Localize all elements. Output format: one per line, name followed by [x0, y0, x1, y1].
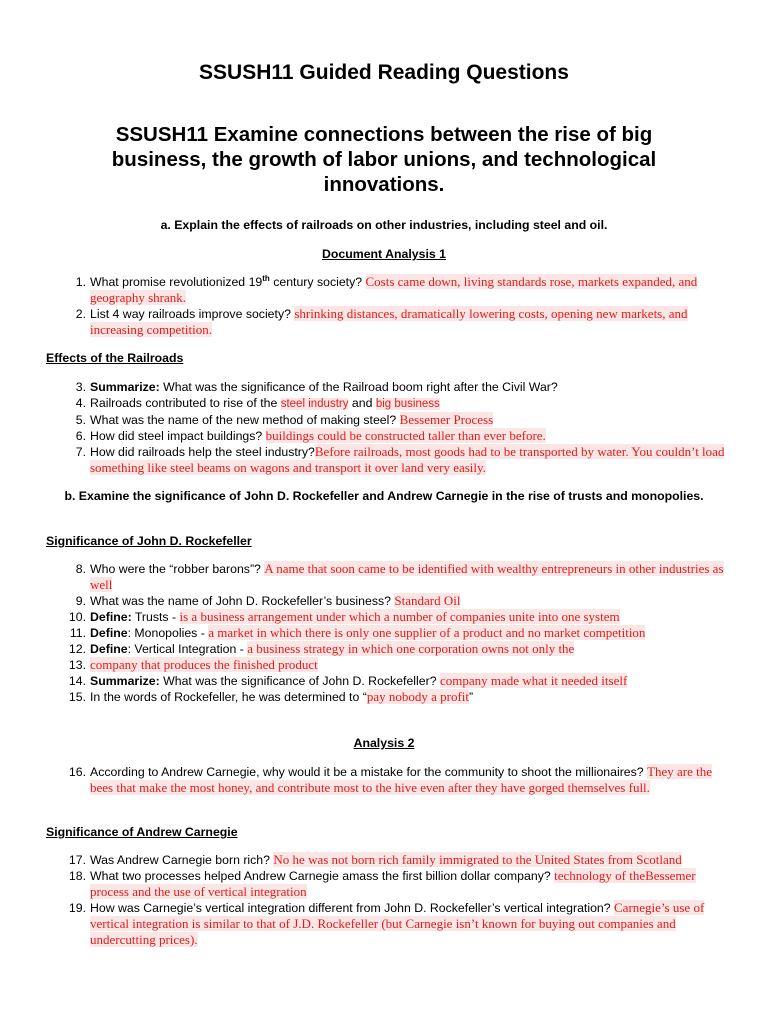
- answer-text: No he was not born rich family immigrated to the United States from Scotland: [273, 852, 682, 867]
- question-list-carnegie: [46, 852, 726, 948]
- answer-text: technology of theBessemer process and the use of vertical integration: [90, 868, 696, 899]
- list-item: 9. What was the name of John D. Rockefeller’s business? Standard Oil: [75, 593, 461, 608]
- answer-text: big business: [375, 398, 440, 410]
- document-analysis-1-title: Document Analysis 1: [322, 247, 446, 261]
- answer-text: Carnegie’s use of vertical integration is similar to that of J.D. Rockefeller (but Carnegie isn’t known for buying out companies and undercutting prices).: [90, 900, 705, 947]
- list-item: 8. Who were the “robber barons”? A name that soon came to be identified with wealthy entrepreneurs in other industries as well: [75, 561, 724, 592]
- list-item: 11. Define: Monopolies - a market in which there is only one supplier of a product and no market competition: [69, 625, 646, 640]
- answer-text: company that produces the finished product: [90, 657, 318, 672]
- answer-text: a business strategy in which one corporation owns not only the: [247, 641, 575, 656]
- answer-text: pay nobody a profit: [366, 689, 469, 704]
- answer-text: Before railroads, most goods had to be transported by water. You couldn’t load something like steel beams on wagons and transport it over land very easily.: [90, 444, 725, 475]
- effects-of-railroads-title: Effects of the Railroads: [46, 351, 184, 365]
- answer-text: Standard Oil: [394, 593, 461, 608]
- answer-text: They are the bees that make the most honey, and contribute most to the hive even after they have gorged themselves full.: [90, 764, 713, 795]
- list-item: 17. Was Andrew Carnegie born rich? No he was not born rich family immigrated to the United States from Scotland: [68, 852, 682, 867]
- answer-text: Costs came down, living standards rose, markets expanded, and geography shrank.: [90, 274, 698, 305]
- answer-text: A name that soon came to be identified with wealthy entrepreneurs in other industries as well: [90, 561, 724, 592]
- answer-text: shrinking distances, dramatically lowering costs, opening new markets, and increasing competition.: [90, 306, 688, 337]
- question-list-doc1: [46, 274, 726, 338]
- list-item: 5. What was the name of the new method of making steel? Bessemer Process: [75, 412, 494, 427]
- analysis-2-title: Analysis 2: [353, 736, 415, 750]
- list-item: 19. How was Carnegie’s vertical integration different from John D. Rockefeller’s vertical integration? Carnegie’s use of vertical integration is similar to that of J.D. Rockefeller (but Carnegie isn’t known for buying out companies and undercutting prices).: [68, 900, 705, 947]
- carnegie-title: Significance of Andrew Carnegie: [46, 825, 238, 839]
- list-item: 18. What two processes helped Andrew Carnegie amass the first billion dollar company? technology of theBessemer process and the use of vertical integration: [68, 868, 696, 899]
- page-title: SSUSH11 Guided Reading Questions: [199, 61, 569, 84]
- rockefeller-title: Significance of John D. Rockefeller: [46, 534, 252, 548]
- list-item: 6. How did steel impact buildings? buildings could be constructed taller than ever before.: [75, 428, 546, 443]
- list-item: 1. What promise revolutionized 19th century society? Costs came down, living standards rose, markets expanded, and geography shrank.: [75, 273, 698, 305]
- question-list-effects: [46, 379, 726, 476]
- list-item: 2. List 4 way railroads improve society? shrinking distances, dramatically lowering costs, opening new markets, and increasing competition.: [75, 306, 688, 337]
- answer-text: steel industry: [280, 398, 349, 410]
- list-item: 15. In the words of Rockefeller, he was determined to “pay nobody a profit”: [68, 689, 474, 704]
- part-b-heading: b. Examine the significance of John D. Rockefeller and Andrew Carnegie in the rise of trusts and monopolies.: [64, 489, 704, 503]
- answer-text: a market in which there is only one supplier of a product and no market competition: [208, 625, 646, 640]
- standard-heading: SSUSH11 Examine connections between the rise of big business, the growth of labor unions, and technological innovations.: [111, 123, 657, 196]
- list-item: 7. How did railroads help the steel industry?Before railroads, most goods had to be transported by water. You couldn’t load something like steel beams on wagons and transport it over land very easily.: [75, 444, 725, 475]
- list-item: 3. Summarize: What was the significance of the Railroad boom right after the Civil War?: [75, 380, 558, 394]
- list-item: 10. Define: Trusts - is a business arrangement under which a number of companies unite into one system: [68, 609, 620, 624]
- answer-text: company made what it needed itself: [439, 673, 628, 688]
- answer-text: buildings could be constructed taller than ever before.: [265, 428, 546, 443]
- list-item: 13. company that produces the finished product: [68, 657, 318, 672]
- question-list-rockefeller: [46, 561, 726, 705]
- list-item: 4. Railroads contributed to rise of the steel industry and big business: [75, 396, 440, 410]
- list-item: 14. Summarize: What was the significance of John D. Rockefeller? company made what it needed itself: [68, 673, 628, 688]
- list-item: 12. Define: Vertical Integration - a business strategy in which one corporation owns not only the: [68, 641, 575, 656]
- part-a-heading: a. Explain the effects of railroads on other industries, including steel and oil.: [160, 218, 608, 232]
- answer-text: is a business arrangement under which a number of companies unite into one system: [179, 609, 620, 624]
- answer-text: Bessemer Process: [399, 412, 494, 427]
- list-item: 16. According to Andrew Carnegie, why would it be a mistake for the community to shoot the millionaires? They are the bees that make the most honey, and contribute most to the hive even after they have gorged themselves full.: [68, 764, 713, 795]
- question-list-analysis2: [46, 764, 726, 796]
